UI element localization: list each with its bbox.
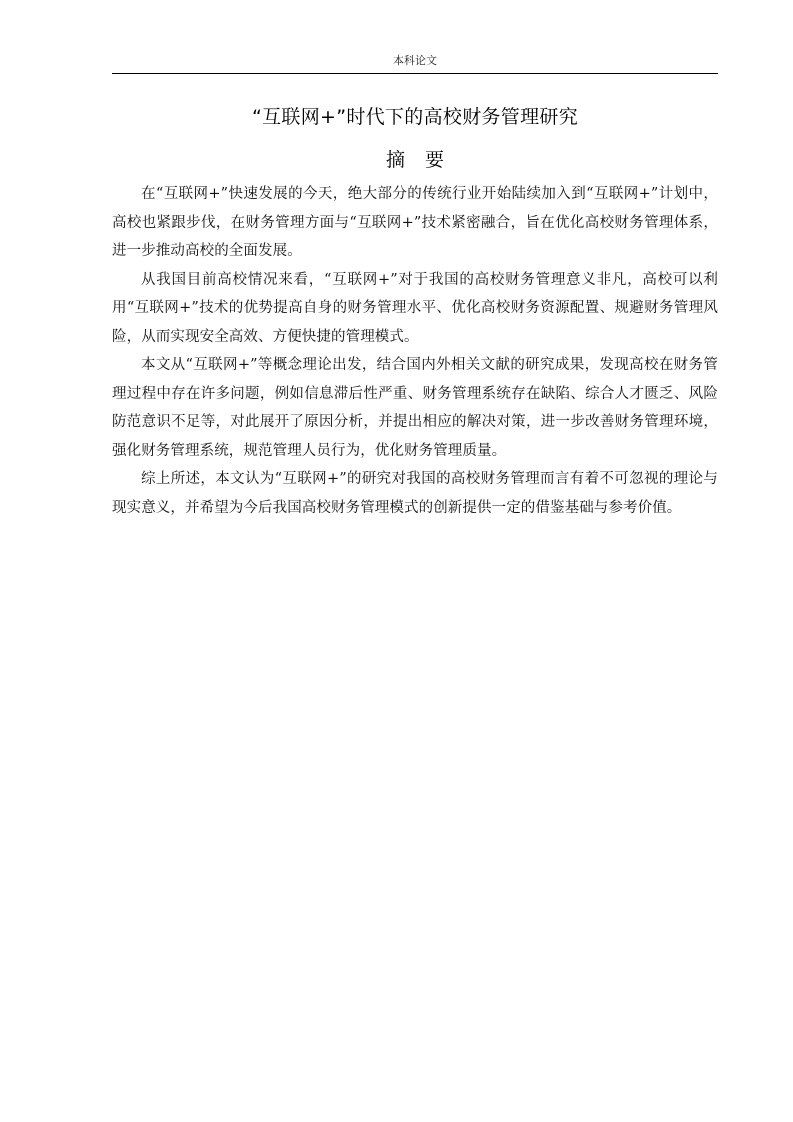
abstract-paragraph-4: 综上所述，本文认为“互联网+”的研究对我国的高校财务管理而言有着不可忽视的理论与现实意义，并希望为今后我国高校财务管理模式的创新提供一定的借鉴基础与参考价值。: [112, 471, 718, 516]
paper-title: “互联网+”时代下的高校财务管理研究: [251, 106, 578, 128]
abstract-heading: 摘要: [385, 149, 464, 171]
header-divider: [112, 73, 718, 74]
abstract-paragraph-1: 在“互联网+”快速发展的今天，绝大部分的传统行业开始陆续加入到“互联网+”计划中，高校也紧跟步伐，在财务管理方面与“互联网+”技术紧密融合，旨在优化高校财务管理体系，进一步推动高校的全面发展。: [112, 186, 718, 259]
abstract-paragraph-2: 从我国目前高校情况来看，“互联网+”对于我国的高校财务管理意义非凡，高校可以利用“互联网+”技术的优势提高自身的财务管理水平、优化高校财务资源配置、规避财务管理风险，从而实现安全高效、方便快捷的管理模式。: [112, 271, 718, 345]
abstract-body: [112, 180, 718, 522]
abstract-paragraph-3: 本文从“互联网+”等概念理论出发，结合国内外相关文献的研究成果，发现高校在财务管理过程中存在许多问题，例如信息滞后性严重、财务管理系统存在缺陷、综合人才匮乏、风险防范意识不足等，对此展开了原因分析，并提出相应的解决对策，进一步改善财务管理环境，强化财务管理系统，规范管理人员行为，优化财务管理质量。: [112, 357, 718, 459]
running-header: 本科论文: [393, 54, 437, 67]
